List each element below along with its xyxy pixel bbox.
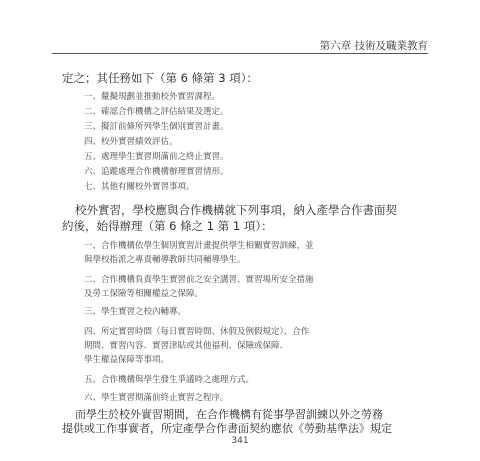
page-number: 341 (231, 436, 249, 446)
chapter-title: 第六章 技術及職業教育 (319, 40, 428, 52)
list-item: 六、追蹤處理合作機構辦理實習情形。 (84, 167, 229, 177)
section1-intro: 定之；其任務如下（第 6 條第 3 項）： (62, 71, 259, 85)
list-item: 七、其他有關校外實習事項。 (84, 182, 195, 192)
closing-line2: 提供或工作事實者，所定產學合作書面契約應依《勞動基準法》規定 (62, 422, 392, 435)
list-item: 期間、實習內容、實習津貼或其他福利、保險或保障、 (84, 341, 289, 351)
list-item: 四、校外實習績效評估。 (84, 137, 178, 147)
list-item: 一、釐擬規劃並推動校外實習課程。 (84, 92, 221, 102)
list-item: 一、合作機構依學生個別實習計畫提供學生相關實習訓練，並 (84, 241, 314, 251)
list-item: 與學校指派之專責輔導教師共同輔導學生。 (84, 255, 246, 265)
list-item: 二、合作機構負責學生實習前之安全講習、實習場所安全措施 (84, 275, 314, 285)
list-item: 五、處理學生實習期滿前之終止實習。 (84, 152, 229, 162)
section2-intro-line2: 約後，始得辦理（第 6 條之 1 第 1 項）： (62, 219, 273, 233)
closing-line1: 而學生於校外實習期間，在合作機構有從事學習訓練以外之勞務 (75, 408, 383, 421)
list-item: 六、學生實習期滿前終止實習之程序。 (84, 393, 229, 403)
list-item: 五、合作機構與學生發生爭議時之處理方式。 (84, 375, 255, 385)
section2-intro-line1: 校外實習，學校應與合作機構就下列事項，納入產學合作書面契 (75, 203, 397, 217)
list-item: 二、確認合作機構之評估結果及選定。 (84, 107, 229, 117)
list-item: 學生權益保障等事項。 (84, 355, 170, 365)
list-item: 三、學生實習之校內輔導。 (84, 307, 187, 317)
header-rule (52, 53, 428, 54)
list-item: 及勞工保險等相關權益之保障。 (84, 289, 204, 299)
list-item: 四、所定實習時間（每日實習時間、休假及例假規定）、合作 (84, 327, 310, 337)
list-item: 三、擬訂前條所列學生個別實習計畫。 (84, 122, 229, 132)
